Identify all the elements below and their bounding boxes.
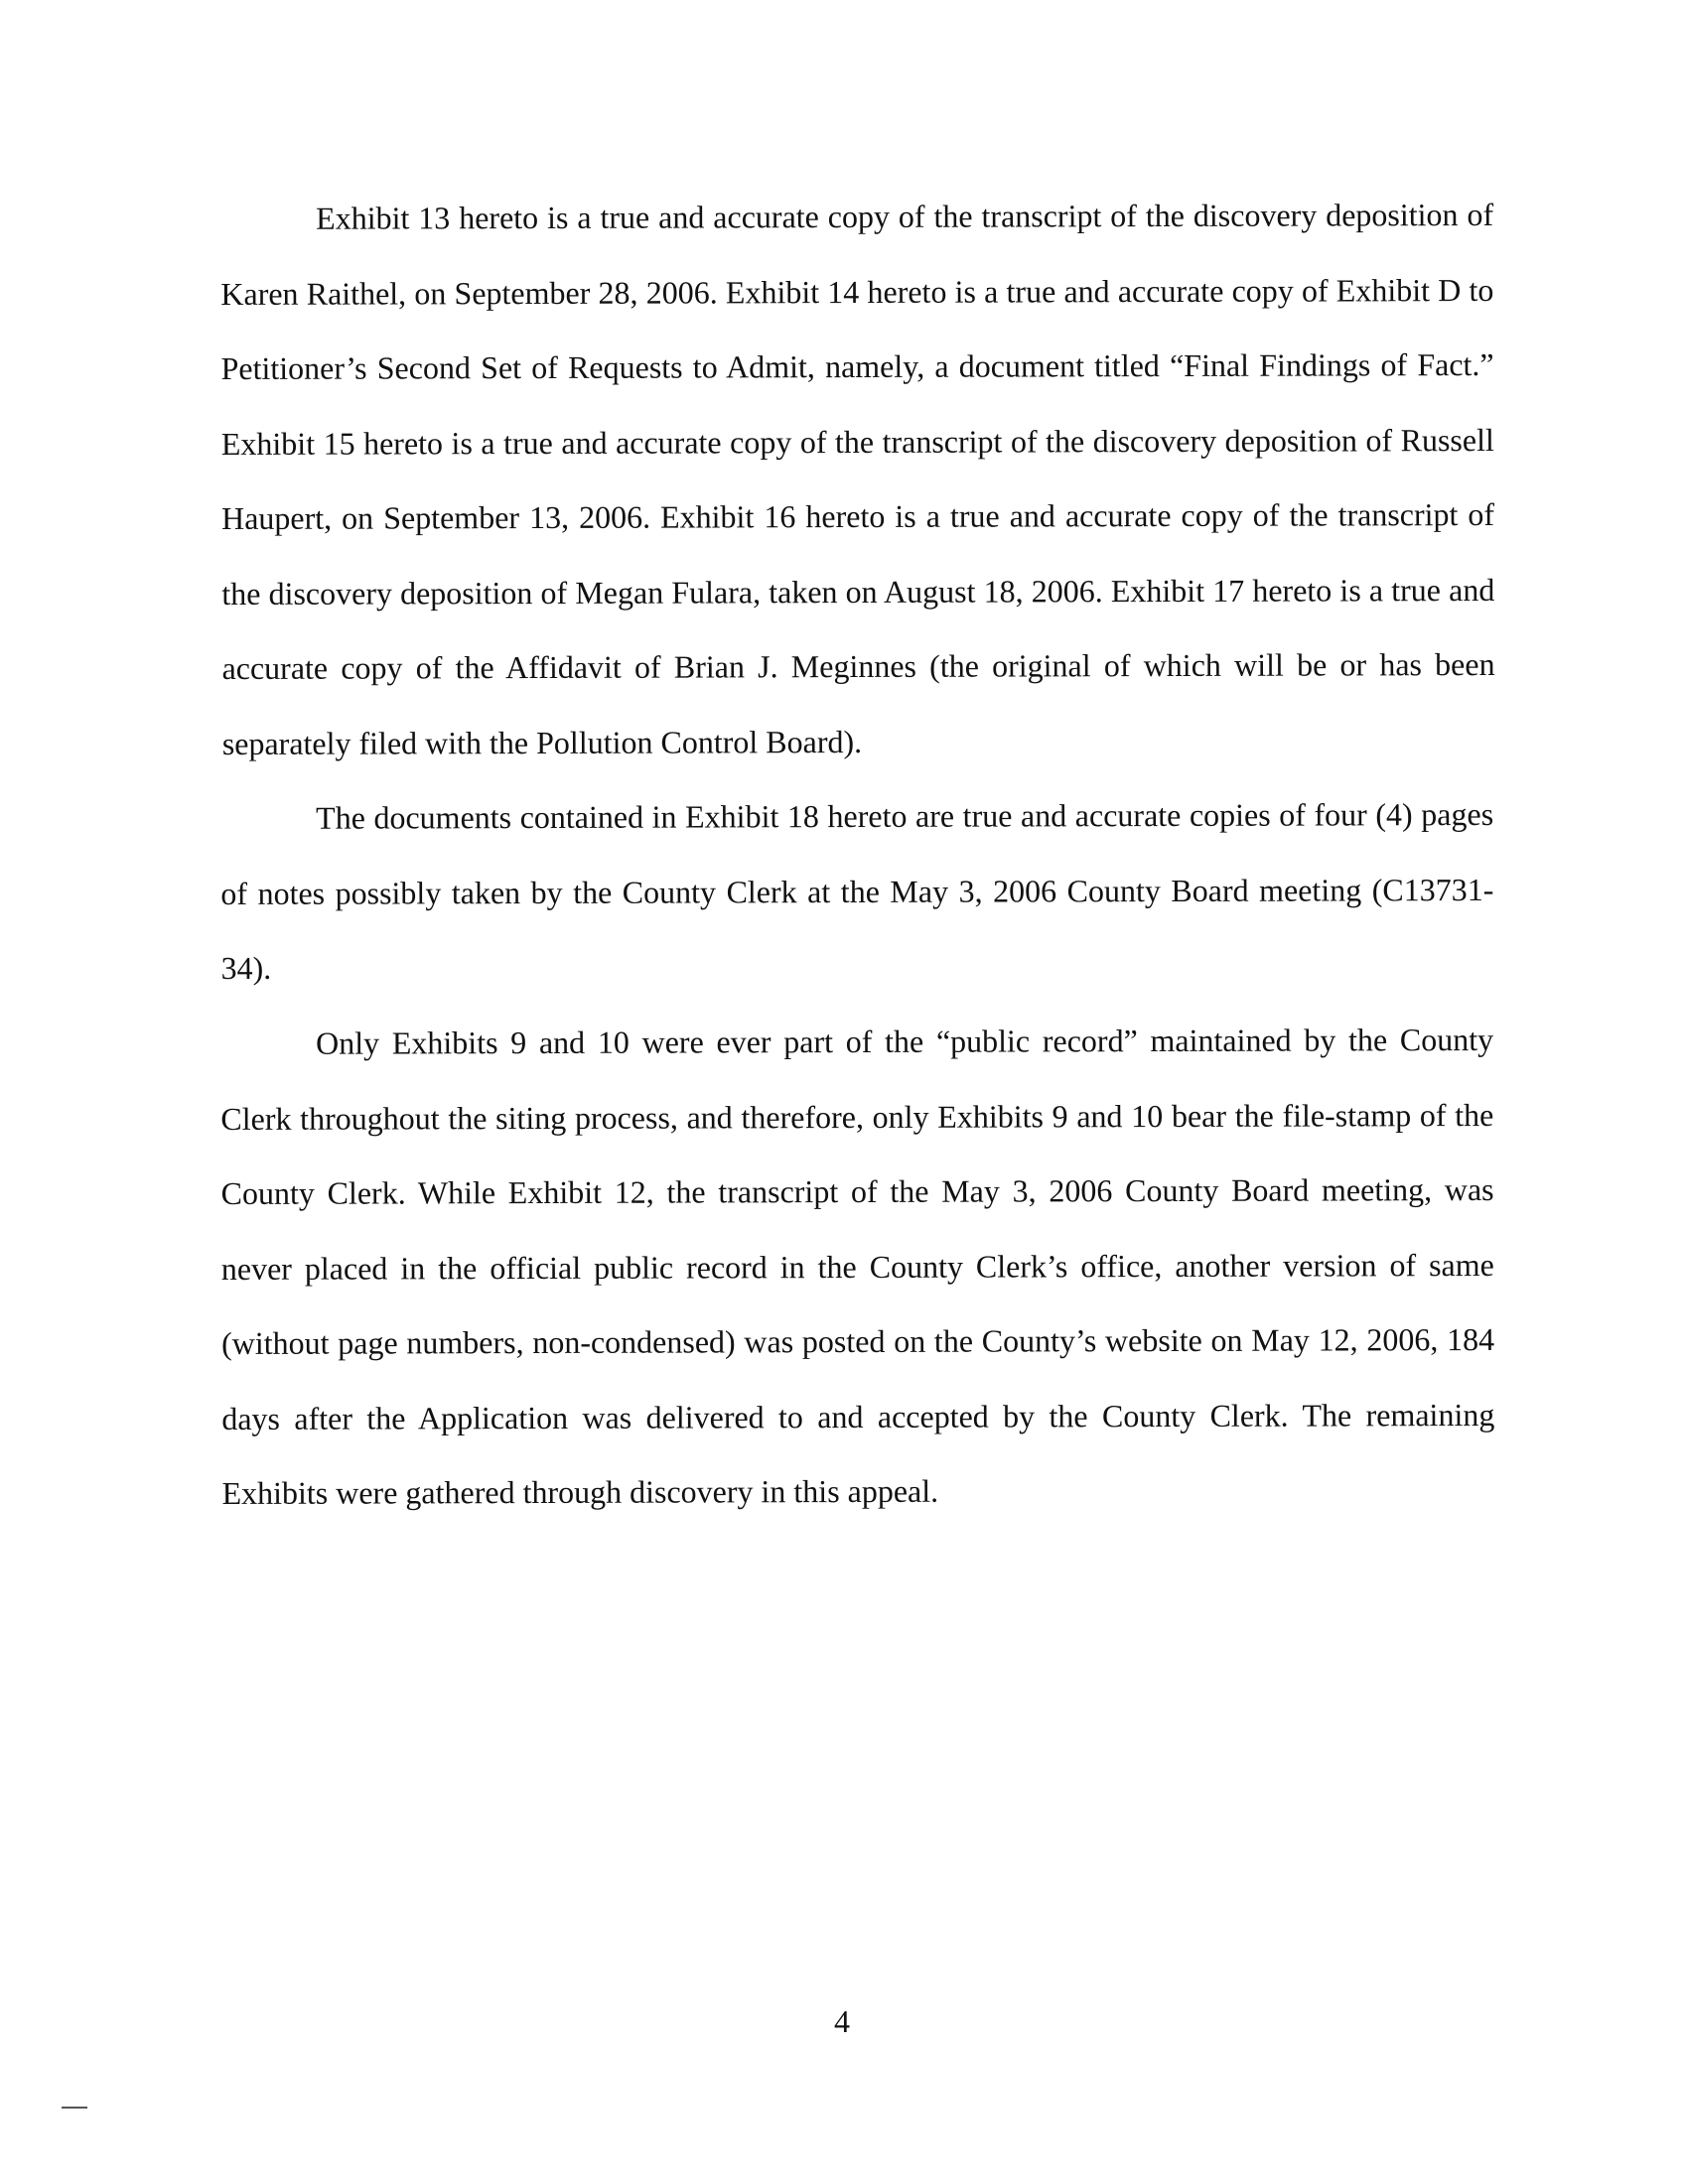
margin-dash-mark: [62, 2107, 87, 2109]
document-body: [220, 182, 1493, 1531]
page-number: 4: [834, 2003, 850, 2039]
paragraph-exhibit-18: The documents contained in Exhibit 18 hereto are true and accurate copies of four (4) pages of notes possibly taken by the County Clerk at the May 3, 2006 County Board meeting (C13731-34).: [220, 795, 1494, 986]
paragraph-exhibits-13-17: Exhibit 13 hereto is a true and accurate copy of the transcript of the discovery deposition of Karen Raithel, on September 28, 2006. Exhibit 14 hereto is a true and accurate copy of Exhibit D to Petitioner’s Second Set of Requests to Admit, namely, a document titled “Final Findings of Fact.” Exhibit 15 hereto is a true and accurate copy of the transcript of the discovery deposition of Russell Haupert, on September 13, 2006. Exhibit 16 hereto is a true and accurate copy of the transcript of the discovery deposition of Megan Fulara, taken on August 18, 2006. Exhibit 17 hereto is a true and accurate copy of the Affidavit of Brian J. Meginnes (the original of which will be or has been separately filed with the Pollution Control Board).: [220, 196, 1495, 761]
paragraph-public-record: Only Exhibits 9 and 10 were ever part of the “public record” maintained by the County Clerk throughout the siting process, and therefore, only Exhibits 9 and 10 bear the file-stamp of the County Clerk. While Exhibit 12, the transcript of the May 3, 2006 County Board meeting, was never placed in the official public record in the County Clerk’s office, another version of same (without page numbers, non-condensed) was posted on the County’s website on May 12, 2006, 184 days after the Application was delivered to and accepted by the County Clerk. The remaining Exhibits were gathered through discovery in this appeal.: [220, 1021, 1495, 1511]
